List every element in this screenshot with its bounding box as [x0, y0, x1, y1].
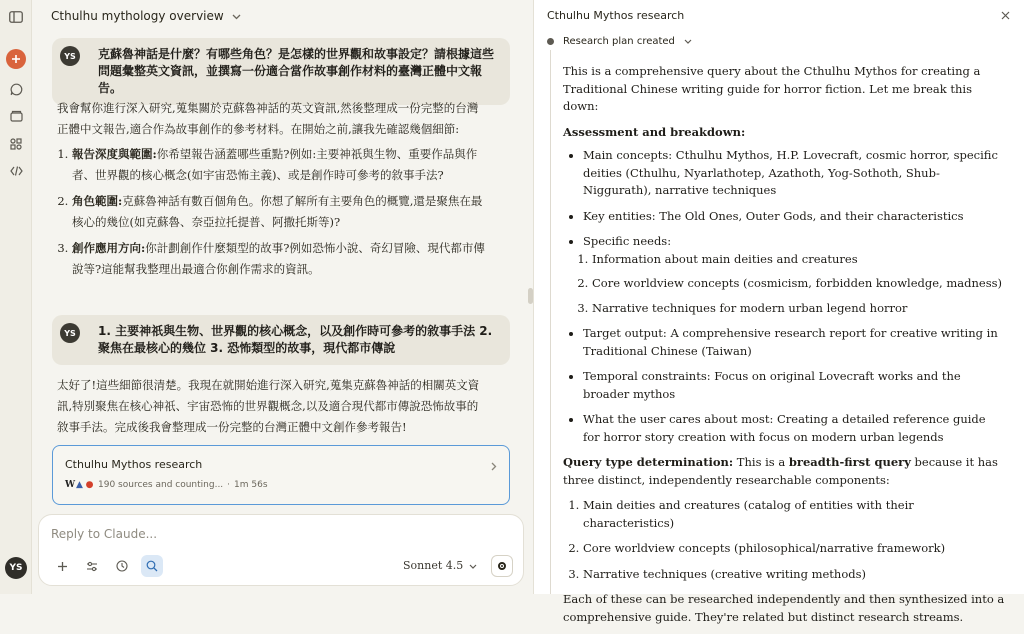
- history-clock-button[interactable]: [111, 555, 133, 577]
- research-plan-status[interactable]: [547, 36, 692, 47]
- list-item: • Temporal constraints: Focus on original Lovecraft works and the broader mythos: [583, 368, 1005, 403]
- projects-icon[interactable]: [7, 107, 25, 125]
- research-card-title: Cthulhu Mythos research: [65, 458, 203, 471]
- assistant-reply-text: 太好了!這些細節很清楚。我現在就開始進行深入研究,蒐集克蘇魯神話的相關英文資訊,特別聚焦在核心神祇、宇宙恐怖的世界觀概念,以及適合現代都市傳說恐怖故事的敘事手法。完成後我會整理成一份完整的台灣正體中文創作參考報告!: [57, 378, 480, 434]
- list-item-text: 你希望報告涵蓋哪些重點?例如:主要神祇與生物、重要作品與作者、世界觀的核心概念(如宇宙恐怖主義)、或是創作時可參考的敘事手法?: [72, 147, 478, 182]
- query-type-post: because it has three distinct, independently researchable components:: [563, 455, 998, 487]
- timeline-dot: [547, 38, 554, 45]
- research-toggle-button[interactable]: [141, 555, 163, 577]
- specific-needs-label: Specific needs:: [583, 234, 672, 248]
- conversation-title-text: Cthulhu mythology overview: [51, 9, 224, 23]
- research-card-meta: [65, 480, 497, 490]
- list-item: • What the user cares about most: Creating a detailed reference guide for horror story creation with focus on modern urban legends: [583, 411, 1005, 446]
- source-icon: ▲: [76, 480, 83, 490]
- needs-list: [592, 251, 1005, 318]
- separator: ·: [227, 480, 231, 490]
- query-type-paragraph: [563, 454, 1005, 489]
- user-message: [52, 315, 510, 365]
- list-item: • Target output: A comprehensive research report for creative writing in Traditional Chinese (Taiwan): [583, 325, 1005, 360]
- source-favicons: [65, 480, 94, 490]
- user-message-avatar: YS: [60, 46, 80, 66]
- elapsed-time: 1m 56s: [234, 480, 268, 490]
- list-item: 2. Core worldview concepts (cosmicism, forbidden knowledge, madness): [592, 275, 1005, 293]
- new-chat-plus-icon[interactable]: [6, 49, 26, 69]
- user-message: [52, 38, 510, 105]
- status-text: Research plan created: [563, 36, 675, 47]
- artifacts-icon[interactable]: [7, 135, 25, 153]
- source-icon: ●: [85, 480, 94, 490]
- user-message-text: 1. 主要神祇與生物、世界觀的核心概念，以及創作時可參考的敘事手法 2. 聚焦在最核心的幾位 3. 恐怖類型的故事，現代都市傳說: [98, 324, 493, 355]
- chevron-right-icon: [491, 460, 497, 474]
- research-panel: [533, 0, 1024, 624]
- message-composer: [38, 514, 524, 586]
- plan-closing: Each of these can be researched independently and then synthesized into a comprehensive guide. They're related but distinct research streams.: [563, 592, 1005, 624]
- list-item-label: 角色範圍:: [72, 194, 123, 208]
- model-name: Sonnet 4.5: [403, 559, 464, 572]
- list-item: [72, 144, 487, 186]
- plan-intro: This is a comprehensive query about the Cthulhu Mythos for creating a Traditional Chinese writing guide for horror fiction. Let me break this down:: [563, 64, 981, 113]
- assistant-message: [57, 375, 487, 438]
- query-type-bold: breadth-first query: [788, 455, 911, 469]
- list-item-text: 克蘇魯神話有數百個角色。你想了解所有主要角色的概覽,還是聚焦在最核心的幾位(如克蘇魯、奈亞拉托提普、阿撒托斯等)?: [72, 194, 483, 229]
- wikipedia-icon: W: [65, 480, 76, 490]
- reply-input[interactable]: [51, 525, 491, 543]
- chevron-down-icon: [469, 559, 477, 572]
- list-item-label: 創作應用方向:: [72, 241, 146, 255]
- conversation-title[interactable]: [51, 6, 241, 26]
- user-message-avatar: YS: [60, 323, 80, 343]
- assistant-message: [57, 98, 487, 285]
- list-item: [72, 238, 487, 280]
- voice-mode-button[interactable]: [491, 555, 513, 577]
- list-item: [72, 191, 487, 233]
- sidebar-toggle-icon[interactable]: [7, 8, 25, 26]
- panel-title: Cthulhu Mythos research: [547, 9, 685, 22]
- list-item: 3. Narrative techniques for modern urban legend horror: [592, 300, 1005, 318]
- query-type-pre: This is a: [733, 455, 789, 469]
- chevron-down-icon: [684, 36, 692, 47]
- sources-count: 190 sources and counting...: [98, 480, 224, 490]
- list-item: 1. Main deities and creatures (catalog of entities with their characteristics): [583, 497, 1005, 532]
- list-item: 2. Core worldview concepts (philosophical/narrative framework): [583, 540, 1005, 558]
- assistant-question-list: [72, 144, 487, 280]
- chat-bubble-icon[interactable]: [7, 80, 25, 98]
- timeline-line: [550, 50, 551, 594]
- model-selector[interactable]: [403, 559, 477, 572]
- query-type-label: Query type determination:: [563, 455, 734, 469]
- research-plan-body: [563, 63, 1005, 634]
- code-icon[interactable]: [7, 162, 25, 180]
- research-progress-card[interactable]: [52, 445, 510, 505]
- voice-icon: [498, 562, 506, 570]
- close-icon[interactable]: [1001, 8, 1010, 24]
- list-item: 1. Information about main deities and creatures: [592, 251, 1005, 269]
- assessment-list: [583, 147, 1005, 446]
- list-item: 3. Narrative techniques (creative writing methods): [583, 566, 1005, 584]
- list-item: • Main concepts: Cthulhu Mythos, H.P. Lovecraft, cosmic horror, specific deities (Cthulhu, Nyarlathotep, Azathoth, Yog-Sothoth, Shub-Niggurath), narrative techniques: [583, 147, 1005, 200]
- assessment-heading: [563, 124, 1005, 142]
- left-rail: [0, 0, 32, 594]
- list-item: • Key entities: The Old Ones, Outer Gods, and their characteristics: [583, 208, 1005, 226]
- add-attachment-button[interactable]: [51, 555, 73, 577]
- components-list: [583, 497, 1005, 583]
- user-message-text: 克蘇魯神話是什麼？有哪些角色？是怎樣的世界觀和故事設定？請根據這些問題彙整英文資訊，並撰寫一份適合當作故事創作材料的臺灣正體中文報告。: [98, 47, 495, 95]
- chevron-down-icon: [232, 9, 241, 23]
- assessment-heading-text: Assessment and breakdown:: [563, 124, 746, 139]
- list-item: [583, 233, 1005, 317]
- chat-column: [33, 0, 530, 594]
- tools-sliders-button[interactable]: [81, 555, 103, 577]
- assistant-intro: 我會幫你進行深入研究,蒐集關於克蘇魯神話的英文資訊,然後整理成一份完整的台灣正體中文報告,適合作為故事創作的參考材料。在開始之前,讓我先確認幾個細節:: [57, 101, 479, 136]
- list-item-label: 報告深度與範圍:: [72, 147, 157, 161]
- user-avatar[interactable]: YS: [5, 557, 27, 579]
- list-item-text: 你計劃創作什麼類型的故事?例如恐怖小說、奇幻冒險、現代都市傳說等?這能幫我整理出最適合你創作需求的資訊。: [72, 241, 485, 276]
